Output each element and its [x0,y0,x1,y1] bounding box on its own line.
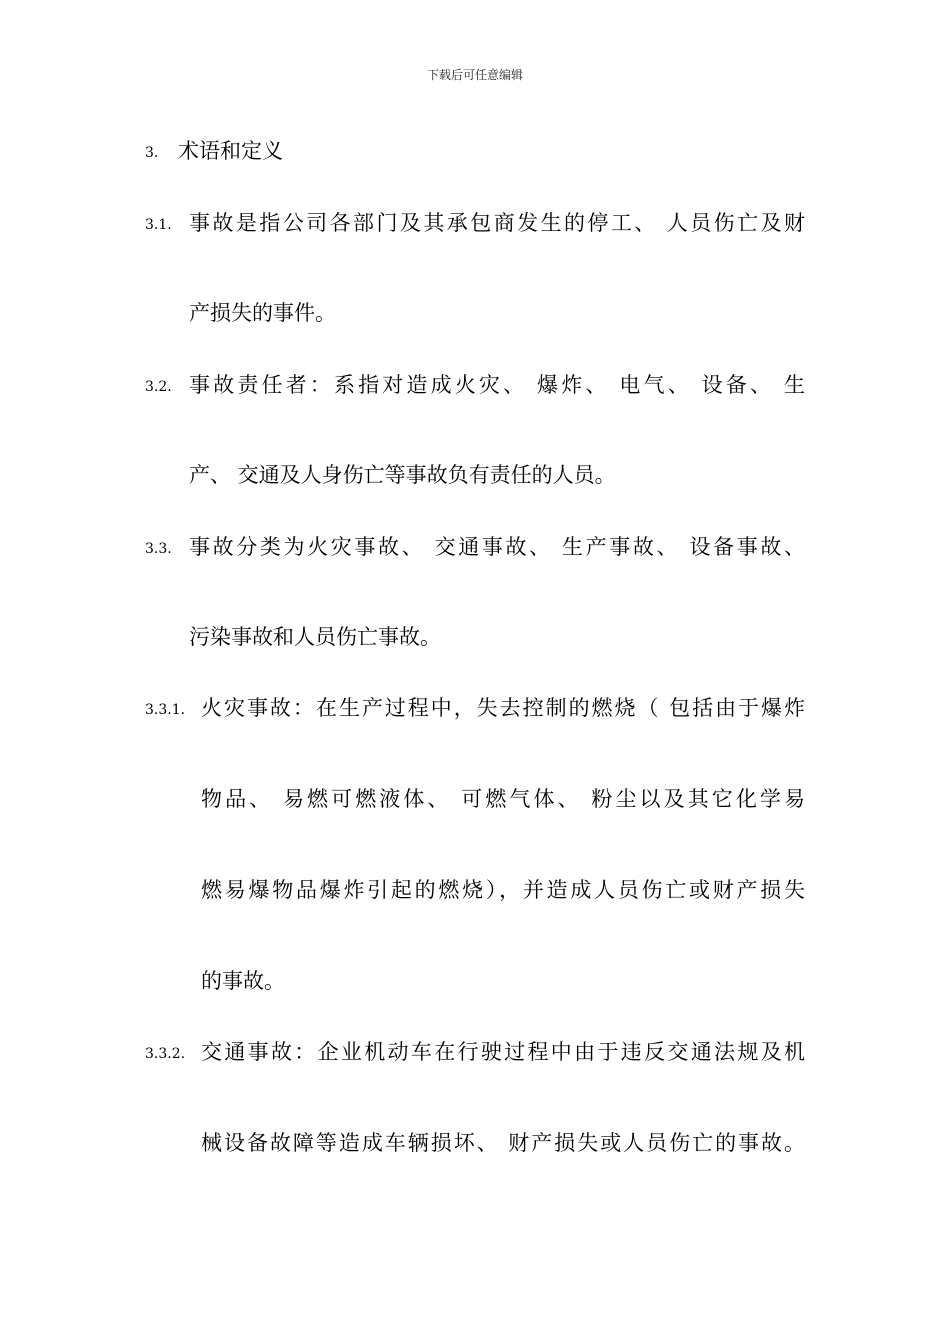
item-3-3-1-line-2: 物品、 易燃可燃液体、 可燃气体、 粉尘以及其它化学易 [201,787,805,811]
section-number: 3. [145,145,159,161]
item-number-3-2: 3.2. [145,379,172,395]
item-3-3-2-line-1: 交通事故：企业机动车在行驶过程中由于违反交通法规及机 [201,1040,805,1064]
item-3-2-line-1: 事故责任者：系指对造成火灾、 爆炸、 电气、 设备、 生 [189,373,805,397]
item-3-1-line-2: 产损失的事件。 [189,301,336,325]
item-3-1-line-1: 事故是指公司各部门及其承包商发生的停工、 人员伤亡及财 [189,211,805,235]
item-3-3-1-line-1: 火灾事故：在生产过程中，失去控制的燃烧（ 包括由于爆炸 [201,696,805,720]
item-number-3-1: 3.1. [145,217,172,233]
item-3-3-line-1: 事故分类为火灾事故、 交通事故、 生产事故、 设备事故、 [189,535,805,559]
item-3-3-2-line-2: 械设备故障等造成车辆损坏、 财产损失或人员伤亡的事故。 [201,1131,805,1155]
item-3-3-1-line-3: 燃易爆物品爆炸引起的燃烧），并造成人员伤亡或财产损失 [201,878,805,902]
item-number-3-3-1: 3.3.1. [145,702,186,718]
page-header: 下载后可任意编辑 [426,68,523,82]
item-number-3-3-2: 3.3.2. [145,1046,186,1062]
item-3-3-1-line-4: 的事故。 [201,969,285,993]
item-3-3-line-2: 污染事故和人员伤亡事故。 [189,625,441,649]
section-title: 术语和定义 [178,139,283,163]
item-number-3-3: 3.3. [145,541,172,557]
item-3-2-line-2: 产、 交通及人身伤亡等事故负有责任的人员。 [189,463,616,487]
